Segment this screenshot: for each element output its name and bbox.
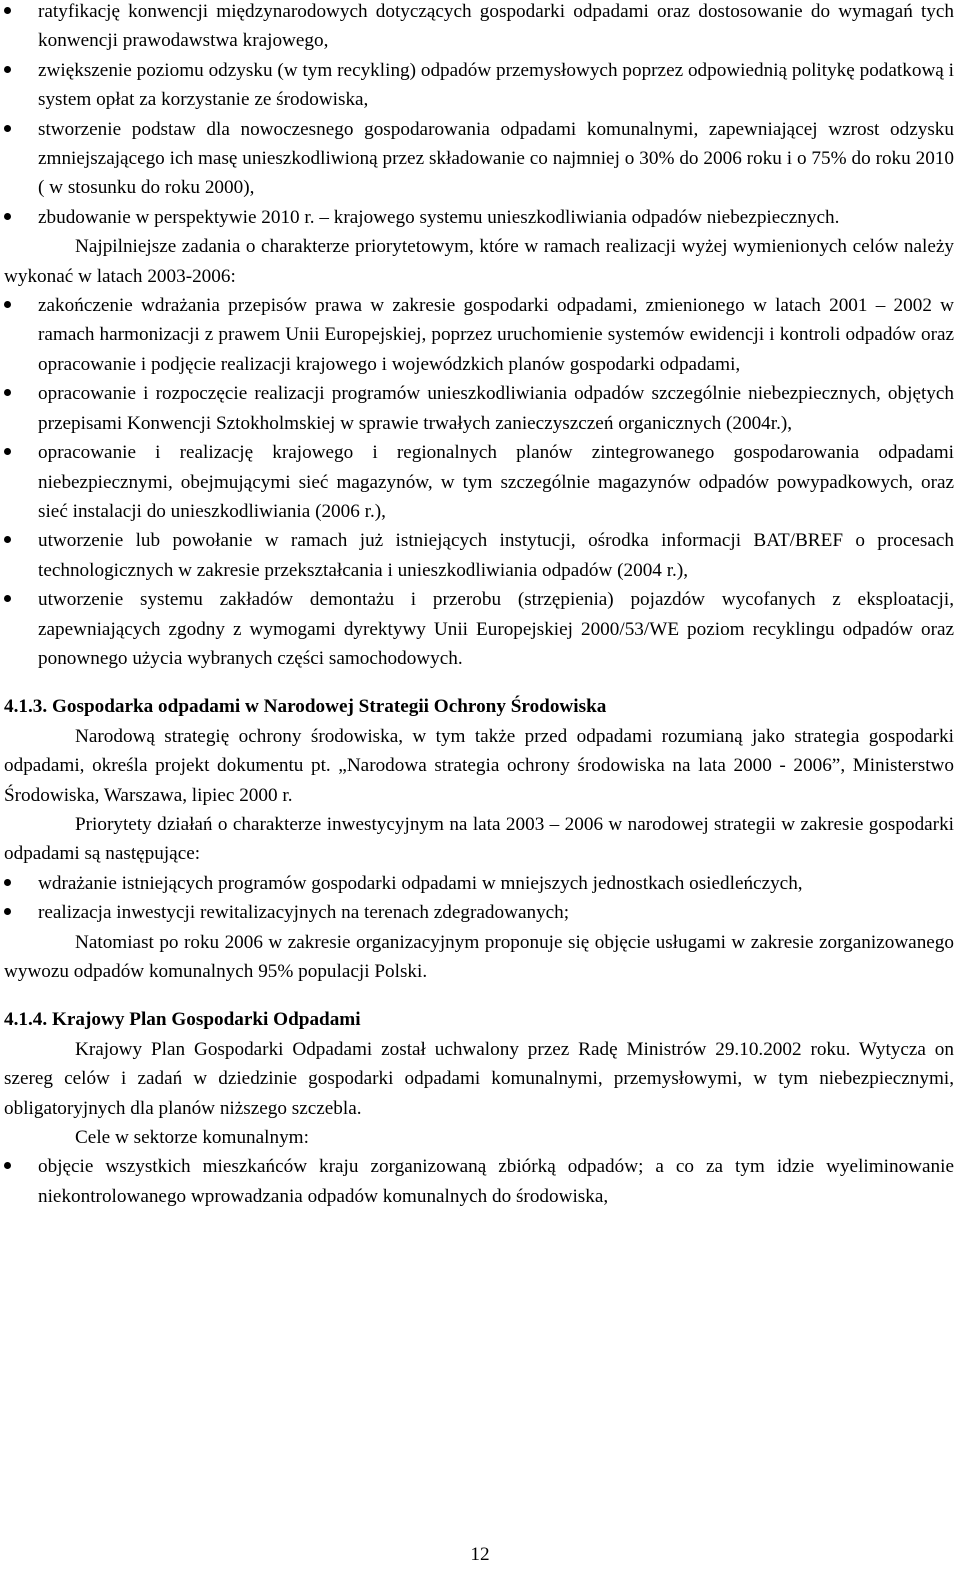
list-item: ratyfikację konwencji międzynarodowych dotyczących gospodarki odpadami oraz dostosowanie do wymagań tych konwencji prawodawstwa krajowego,	[4, 0, 954, 56]
list-item: zbudowanie w perspektywie 2010 r. – krajowego systemu unieszkodliwiania odpadów niebezpiecznych.	[4, 203, 954, 232]
list-item: realizacja inwestycji rewitalizacyjnych na terenach zdegradowanych;	[4, 898, 954, 927]
list-item: utworzenie systemu zakładów demontażu i przerobu (strzępienia) pojazdów wycofanych z eksploatacji, zapewniających zgodny z wymogami dyrektywy Unii Europejskiej 2000/53/WE poziom recyklingu odpadów oraz ponownego użycia wybranych części samochodowych.	[4, 585, 954, 673]
section-heading-4-1-3: 4.1.3. Gospodarka odpadami w Narodowej Strategii Ochrony Środowiska	[4, 696, 607, 718]
list-item: zakończenie wdrażania przepisów prawa w zakresie gospodarki odpadami, zmienionego w latach 2001 – 2002 w ramach harmonizacji z prawem Unii Europejskiej, poprzez uruchomienie systemów ewidencji i kontroli odpadów oraz opracowanie i podjęcie realizacji krajowego i wojewódzkich planów gospodarki odpadami,	[4, 291, 954, 379]
municipal-goals-list	[4, 1152, 954, 1211]
paragraph: Priorytety działań o charakterze inwestycyjnym na lata 2003 – 2006 w narodowej strategii w zakresie gospodarki odpadami są następujące:	[4, 813, 954, 865]
list-item: stworzenie podstaw dla nowoczesnego gospodarowania odpadami komunalnymi, zapewniającej wzrost odzysku zmniejszającego ich masę unieszkodliwioną przez składowanie co najmniej o 30% do 2006 roku i o 75% do roku 2010 ( w stosunku do roku 2000),	[4, 115, 954, 203]
list-item: objęcie wszystkich mieszkańców kraju zorganizowaną zbiórką odpadów; a co za tym idzie wyeliminowanie niekontrolowanego wprowadzania odpadów komunalnych do środowiska,	[4, 1152, 954, 1211]
page-number: 12	[470, 1544, 490, 1565]
priority-intro-paragraph: Najpilniejsze zadania o charakterze priorytetowym, które w ramach realizacji wyżej wymienionych celów należy wykonać w latach 2003-2006:	[4, 236, 954, 287]
paragraph: Krajowy Plan Gospodarki Odpadami został uchwalony przez Radę Ministrów 29.10.2002 roku. Wytycza on szereg celów i zadań w dziedzinie gospodarki odpadami komunalnymi, przemysłowymi, w tym niebezpiecznymi, obligatoryjnych dla planów niższego szczebla.	[4, 1038, 954, 1119]
investment-priorities-list	[4, 869, 954, 928]
list-item: utworzenie lub powołanie w ramach już istniejących instytucji, ośrodka informacji BAT/BREF o procesach technologicznych w zakresie przekształcania i unieszkodliwiania odpadów (2004 r.),	[4, 526, 954, 585]
section-heading-4-1-4: 4.1.4. Krajowy Plan Gospodarki Odpadami	[4, 1009, 361, 1031]
paragraph: Narodową strategię ochrony środowiska, w tym także przed odpadami rozumianą jako strategia gospodarki odpadami, określa projekt dokumentu pt. „Narodowa strategia ochrony środowiska na lata 2000 - 2006”, Ministerstwo Środowiska, Warszawa, lipiec 2000 r.	[4, 725, 954, 806]
goals-list	[4, 0, 954, 232]
paragraph: Natomiast po roku 2006 w zakresie organizacyjnym proponuje się objęcie usługami w zakresie zorganizowanego wywozu odpadów komunalnych 95% populacji Polski.	[4, 931, 954, 982]
list-item: wdrażanie istniejących programów gospodarki odpadami w mniejszych jednostkach osiedleńczych,	[4, 869, 954, 898]
paragraph: Cele w sektorze komunalnym:	[75, 1127, 309, 1149]
list-item: zwiększenie poziomu odzysku (w tym recykling) odpadów przemysłowych poprzez odpowiednią politykę podatkową i system opłat za korzystanie ze środowiska,	[4, 56, 954, 115]
priority-tasks-list	[4, 291, 954, 673]
list-item: opracowanie i rozpoczęcie realizacji programów unieszkodliwiania odpadów szczególnie niebezpiecznych, objętych przepisami Konwencji Sztokholmskiej w sprawie trwałych zanieczyszczeń organicznych (2004r.),	[4, 379, 954, 438]
section-spacer	[4, 673, 954, 692]
section-spacer	[4, 986, 954, 1005]
document-page	[4, 0, 954, 1211]
list-item: opracowanie i realizację krajowego i regionalnych planów zintegrowanego gospodarowania odpadami niebezpiecznymi, obejmującymi sieć magazynów, w tym szczególnie magazynów odpadów powypadkowych, oraz sieć instalacji do unieszkodliwiania (2006 r.),	[4, 438, 954, 526]
